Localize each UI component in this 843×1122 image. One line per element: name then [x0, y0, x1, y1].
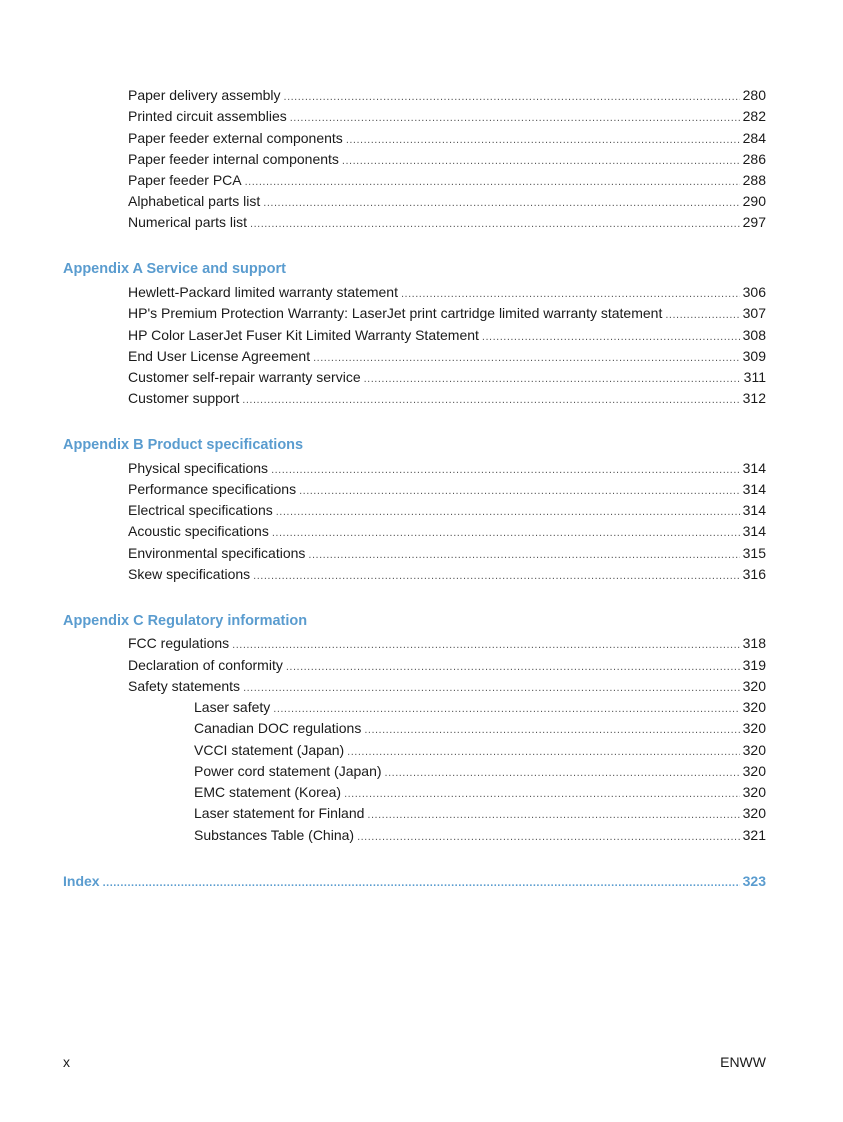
dot-leader: [276, 504, 740, 520]
toc-entry-label: Laser safety: [194, 699, 271, 715]
toc-entry-page: 316: [742, 566, 766, 582]
toc-entry-label: Safety statements: [128, 678, 241, 694]
toc-entry-page: 311: [743, 369, 766, 385]
toc-entry-label: End User License Agreement: [128, 348, 311, 364]
toc-entry-page: 320: [742, 678, 766, 694]
toc-entry-label: Power cord statement (Japan): [194, 763, 382, 779]
dot-leader: [342, 153, 740, 169]
toc-entry-label: Physical specifications: [128, 460, 269, 476]
toc-entry[interactable]: [128, 108, 766, 126]
toc-entry[interactable]: [128, 481, 766, 499]
toc-entry-page: 308: [742, 327, 766, 343]
toc-entry-page: 315: [742, 545, 766, 561]
index-page: 323: [742, 873, 766, 889]
toc-entry[interactable]: [128, 678, 766, 696]
toc-entry-label: FCC regulations: [128, 635, 230, 651]
dot-leader: [263, 195, 739, 211]
toc-entry-label: Performance specifications: [128, 481, 297, 497]
toc-entry-page: 314: [742, 523, 766, 539]
dot-leader: [364, 371, 741, 387]
dot-leader: [344, 786, 740, 802]
dot-leader: [232, 637, 739, 653]
toc-entry-page: 320: [742, 784, 766, 800]
toc-entry[interactable]: [128, 523, 766, 541]
toc-entry-label: Hewlett-Packard limited warranty statement: [128, 284, 398, 300]
toc-entry-label: Paper delivery assembly: [128, 87, 281, 103]
toc-entry-page: 307: [742, 305, 766, 321]
toc-entry[interactable]: [128, 502, 766, 520]
toc-entry-page: 288: [742, 172, 766, 188]
dot-leader: [665, 307, 739, 323]
toc-entry-page: 321: [742, 827, 766, 843]
toc-entry-label: Paper feeder PCA: [128, 172, 242, 188]
toc-entry[interactable]: [128, 657, 766, 675]
dot-leader: [385, 765, 740, 781]
toc-entry-label: EMC statement (Korea): [194, 784, 342, 800]
toc-entry[interactable]: [128, 151, 766, 169]
toc-entry-label: Paper feeder internal components: [128, 151, 339, 167]
dot-leader: [346, 132, 740, 148]
toc-entry-page: 320: [742, 742, 766, 758]
dot-leader: [286, 659, 740, 675]
toc-entry-label: Customer self-repair warranty service: [128, 369, 361, 385]
toc-sub-entry[interactable]: [194, 805, 766, 823]
toc-entry-page: 282: [742, 108, 766, 124]
dot-leader: [271, 462, 740, 478]
dot-leader: [103, 875, 740, 891]
toc-entry[interactable]: [128, 369, 766, 387]
toc-entry[interactable]: [128, 327, 766, 345]
dot-leader: [401, 286, 740, 302]
toc-entry[interactable]: [128, 460, 766, 478]
dot-leader: [290, 110, 740, 126]
dot-leader: [308, 547, 739, 563]
dot-leader: [245, 174, 740, 190]
toc-entry[interactable]: [128, 635, 766, 653]
dot-leader: [367, 807, 739, 823]
toc-entry-label: HP's Premium Protection Warranty: LaserJet print cartridge limited warranty statement: [128, 305, 663, 321]
toc-entry[interactable]: [128, 545, 766, 563]
dot-leader: [357, 829, 740, 845]
toc-entry-label: Customer support: [128, 390, 240, 406]
toc-entry-label: Substances Table (China): [194, 827, 355, 843]
toc-sub-entry[interactable]: [194, 784, 766, 802]
toc-entry-page: 314: [742, 481, 766, 497]
toc-entry-page: 314: [742, 460, 766, 476]
toc-sub-entry[interactable]: [194, 699, 766, 717]
toc-entry-page: 320: [742, 720, 766, 736]
toc-entry-page: 320: [742, 805, 766, 821]
toc-sub-entry[interactable]: [194, 827, 766, 845]
toc-entry-page: 280: [742, 87, 766, 103]
dot-leader: [272, 525, 740, 541]
dot-leader: [347, 744, 739, 760]
toc-entry-page: 306: [742, 284, 766, 300]
footer-page-number: x: [63, 1054, 70, 1070]
toc-entry[interactable]: [128, 284, 766, 302]
dot-leader: [364, 722, 739, 738]
toc-entry-label: Paper feeder external components: [128, 130, 343, 146]
toc-entry-page: 318: [742, 635, 766, 651]
dot-leader: [284, 89, 740, 105]
toc-entry-label: HP Color LaserJet Fuser Kit Limited Warranty Statement: [128, 327, 479, 343]
toc-entry-label: VCCI statement (Japan): [194, 742, 345, 758]
appendix-b-heading[interactable]: Appendix B Product specifications: [63, 437, 304, 453]
toc-entry[interactable]: [128, 130, 766, 148]
toc-entry-label: Declaration of conformity: [128, 657, 283, 673]
toc-entry-label: Canadian DOC regulations: [194, 720, 362, 736]
toc-entry-page: 319: [742, 657, 766, 673]
toc-entry-label: Printed circuit assemblies: [128, 108, 287, 124]
dot-leader: [243, 680, 740, 696]
dot-leader: [253, 568, 739, 584]
toc-entry[interactable]: [128, 214, 766, 232]
toc-entry-label: Acoustic specifications: [128, 523, 269, 539]
toc-entry-page: 320: [742, 763, 766, 779]
toc-entry-label: Laser statement for Finland: [194, 805, 365, 821]
toc-entry[interactable]: [128, 87, 766, 105]
toc-entry[interactable]: [128, 348, 766, 366]
dot-leader: [313, 350, 740, 366]
toc-sub-entry[interactable]: [194, 720, 766, 738]
toc-entry[interactable]: [128, 193, 766, 211]
index-entry[interactable]: [63, 873, 766, 891]
dot-leader: [273, 701, 739, 717]
toc-entry[interactable]: [128, 305, 766, 323]
toc-entry[interactable]: [128, 566, 766, 584]
toc-entry-label: Numerical parts list: [128, 214, 248, 230]
dot-leader: [482, 329, 740, 345]
toc-entry-page: 312: [742, 390, 766, 406]
toc-entry-label: Environmental specifications: [128, 545, 306, 561]
dot-leader: [242, 392, 739, 408]
toc-entry-page: 297: [742, 214, 766, 230]
toc-sub-entry[interactable]: [194, 742, 766, 760]
toc-entry-page: 290: [742, 193, 766, 209]
appendix-c-heading[interactable]: Appendix C Regulatory information: [63, 613, 308, 629]
toc-entry-page: 320: [742, 699, 766, 715]
dot-leader: [250, 216, 740, 232]
dot-leader: [299, 483, 740, 499]
toc-entry-label: Alphabetical parts list: [128, 193, 261, 209]
toc-entry[interactable]: [128, 390, 766, 408]
toc-entry-label: Electrical specifications: [128, 502, 273, 518]
toc-entry-label: Skew specifications: [128, 566, 251, 582]
toc-entry-page: 284: [742, 130, 766, 146]
appendix-a-heading[interactable]: Appendix A Service and support: [63, 261, 286, 277]
footer-code: ENWW: [720, 1054, 766, 1070]
toc-entry-page: 309: [742, 348, 766, 364]
toc-sub-entry[interactable]: [194, 763, 766, 781]
toc-entry[interactable]: [128, 172, 766, 190]
index-label: Index: [63, 873, 100, 889]
toc-entry-page: 286: [742, 151, 766, 167]
toc-entry-page: 314: [742, 502, 766, 518]
